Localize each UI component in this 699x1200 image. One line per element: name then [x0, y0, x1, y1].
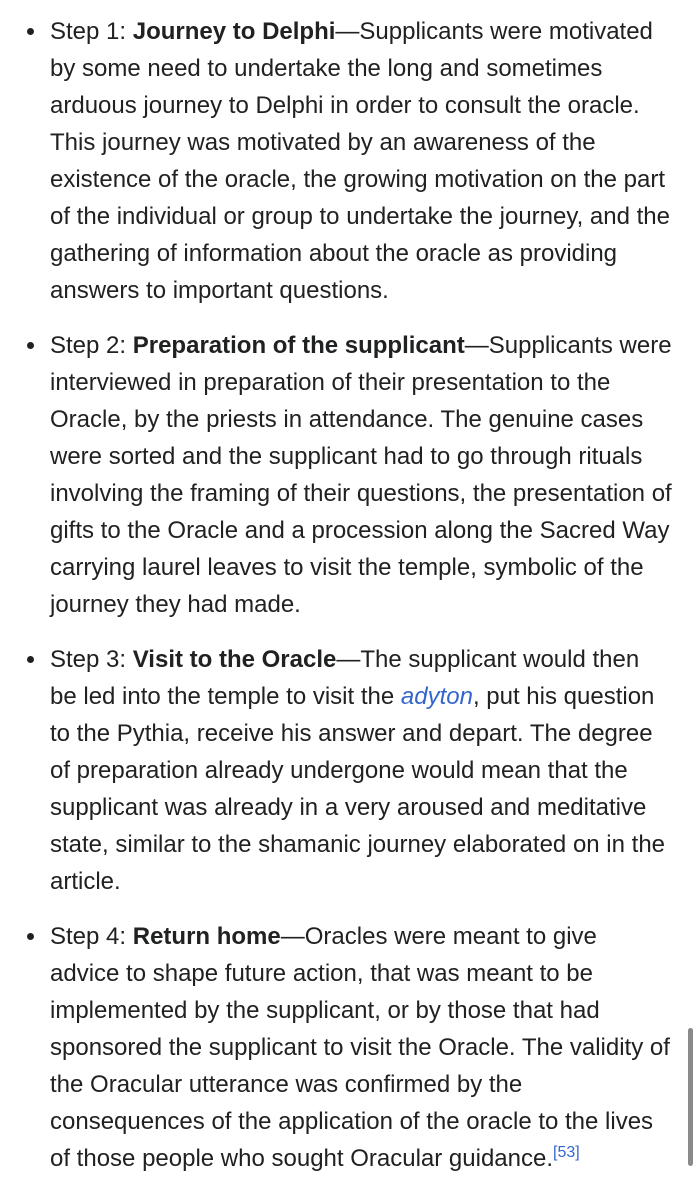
- list-item-step-3: [50, 641, 672, 900]
- list-item-step-4: [50, 918, 672, 1177]
- list-item-step-1: [50, 13, 672, 309]
- step-body: —Supplicants were interviewed in preparation of their presentation to the Oracle, by the priests in attendance. The genuine cases were sorted and the supplicant had to go through rituals involving the framing of their questions, the presentation of gifts to the Oracle and a procession along the Sacred Way carrying laurel leaves to visit the temple, symbolic of the journey they had made.: [50, 332, 672, 618]
- step-title: Return home: [132, 923, 281, 950]
- step-body: , put his question to the Pythia, receive his answer and depart. The degree of preparation already undergone would mean that the supplicant was already in a very aroused and meditative state, similar to the shamanic journey elaborated on in the article.: [50, 683, 666, 895]
- step-body: —The supplicant would then be led into the temple to visit the: [50, 646, 640, 710]
- step-title: Journey to Delphi: [132, 18, 336, 45]
- citation-53-link[interactable]: [53]: [553, 1144, 580, 1162]
- list-item-step-2: [50, 327, 672, 623]
- step-body: —Oracles were meant to give advice to shape future action, that was meant to be implemented by the supplicant, or by those that had sponsored the supplicant to visit the Oracle. The validity of the Oracular utterance was confirmed by the consequences of the application of the oracle to the lives of those people who sought Oracular guidance.: [50, 923, 670, 1172]
- citation-ref: [553, 1144, 580, 1161]
- adyton-link[interactable]: adyton: [400, 683, 473, 710]
- step-label: Step 4:: [50, 923, 133, 950]
- step-body: —Supplicants were motivated by some need to undertake the long and sometimes arduous journey to Delphi in order to consult the oracle. This journey was motivated by an awareness of the existence of the oracle, the growing motivation on the part of the individual or group to undertake the journey, and the gathering of information about the oracle as providing answers to important questions.: [50, 18, 670, 304]
- step-title: Preparation of the supplicant: [132, 332, 465, 359]
- scrollbar-thumb[interactable]: [688, 1028, 693, 1166]
- step-title: Visit to the Oracle: [132, 646, 337, 673]
- step-label: Step 2:: [50, 332, 133, 359]
- step-label: Step 3:: [50, 646, 133, 673]
- step-label: Step 1:: [50, 18, 133, 45]
